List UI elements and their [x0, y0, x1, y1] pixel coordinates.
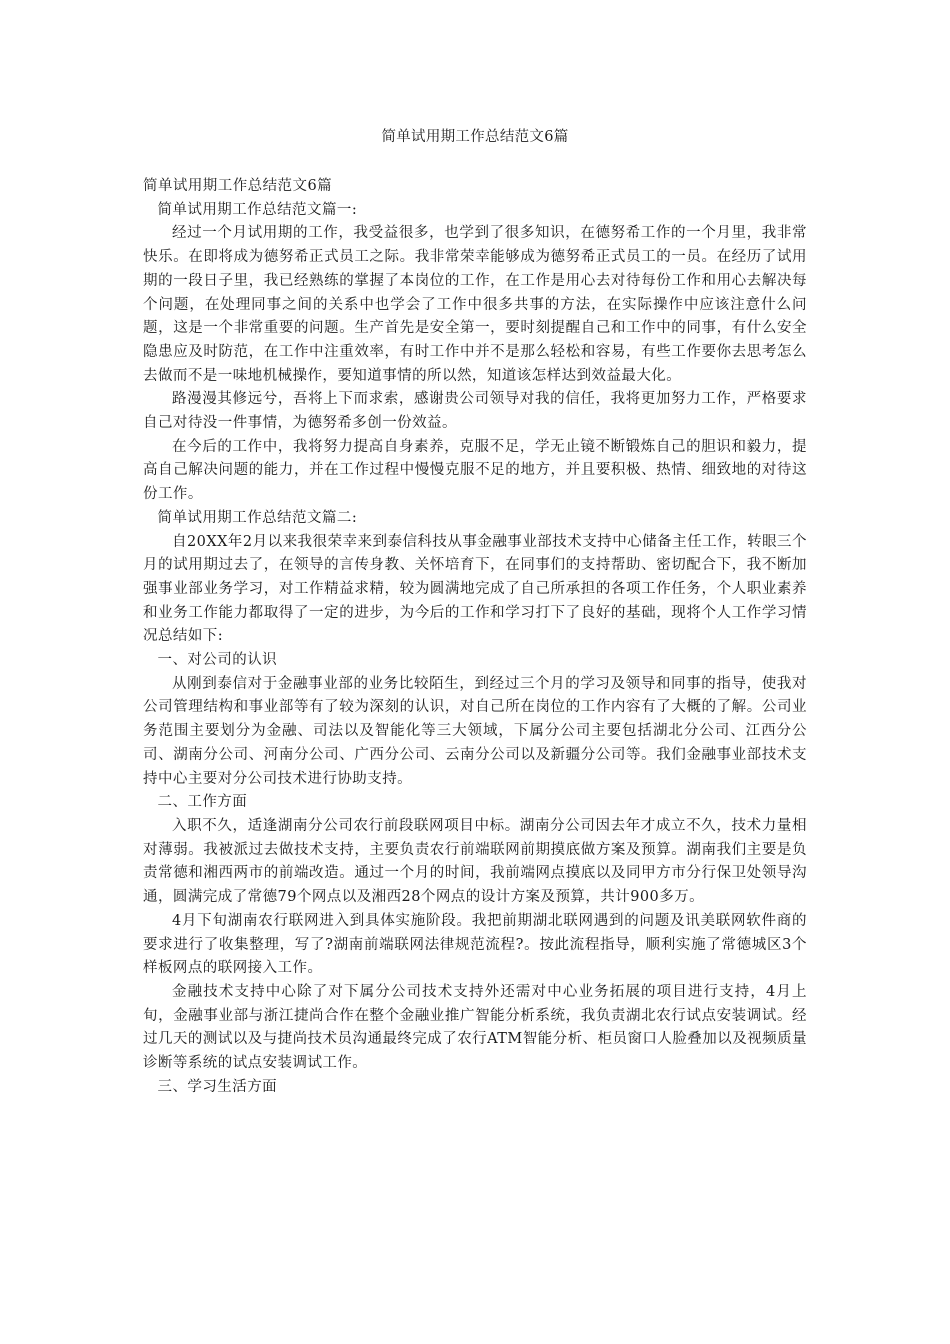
paragraph: 4月下旬湖南农行联网进入到具体实施阶段。我把前期湖北联网遇到的问题及讯美联网软件商的要求进行了收集整理，写了?湖南前端联网法律规范流程?。按此流程指导，顺利实施了常德城区3个样板网点的联网接入工作。: [143, 912, 807, 977]
paragraph: 自20XX年2月以来我很荣幸来到泰信科技从事金融事业部技术支持中心储备主任工作，转眼三个月的试用期过去了，在领导的言传身教、关怀培育下，在同事们的支持帮助、密切配合下，我不断加强事业部业务学习，对工作精益求精，较为圆满地完成了自己所承担的各项工作任务，个人职业素养和业务工作能力都取得了一定的进步，为今后的工作和学习打下了良好的基础，现将个人工作学习情况总结如下:: [143, 533, 807, 645]
paragraph: 入职不久，适逢湖南分公司农行前段联网项目中标。湖南分公司因去年才成立不久，技术力量相对薄弱。我被派过去做技术支持，主要负责农行前端联网前期摸底做方案及预算。湖南我们主要是负责常德和湘西两市的前端改造。通过一个月的时间，我前端网点摸底以及同甲方市分行保卫处领导沟通，圆满完成了常德79个网点以及湘西28个网点的设计方案及预算，共计900多万。: [143, 817, 807, 906]
paragraph: 路漫漫其修远兮，吾将上下而求索，感谢贵公司领导对我的信任，我将更加努力工作，严格要求自己对待没一件事情，为德努希多创一份效益。: [143, 391, 807, 432]
subsection-heading: 二、工作方面: [157, 794, 248, 811]
paragraph: 在今后的工作中，我将努力提高自身素养，克服不足，学无止镜不断锻炼自己的胆识和毅力，提高自己解决问题的能力，并在工作过程中慢慢克服不足的地方，并且要积极、热情、细致地的对待这份工作。: [143, 438, 807, 503]
document-title: 简单试用期工作总结范文6篇: [381, 129, 569, 145]
paragraph: 经过一个月试用期的工作，我受益很多，也学到了很多知识，在德努希工作的一个月里，我非常快乐。在即将成为德努希正式员工之际。我非常荣幸能够成为德努希正式员工的一员。在经历了试用期的一段日子里，我已经熟练的掌握了本岗位的工作，在工作是用心去对待每份工作和用心去解决每个问题，在处理同事之间的关系中也学会了工作中很多共事的方法，在实际操作中应该注意什么问题，这是一个非常重要的问题。生产首先是安全第一，要时刻提醒自己和工作中的同事，有什么安全隐患应及时防范，在工作中注重效率，有时工作中并不是那么轻松和容易，有些工作要你去思考怎么去做而不是一味地机械操作，要知道事情的所以然，知道该怎样达到效益最大化。: [143, 225, 807, 384]
document-subtitle: 简单试用期工作总结范文6篇: [143, 178, 333, 194]
subsection-heading: 一、对公司的认识: [157, 652, 278, 669]
paragraph: 从刚到泰信对于金融事业部的业务比较陌生，到经过三个月的学习及领导和同事的指导，使我对公司管理结构和事业部等有了较为深刻的认识，对自己所在岗位的工作内容有了大概的了解。公司业务范围主要划分为金融、司法以及智能化等三大领域，下属分公司主要包括湖北分公司、江西分公司、湖南分公司、河南分公司、广西分公司、云南分公司以及新疆分公司等。我们金融事业部技术支持中心主要对分公司技术进行协助支持。: [143, 675, 807, 787]
subsection-heading: 三、学习生活方面: [157, 1078, 278, 1095]
paragraph: 金融技术支持中心除了对下属分公司技术支持外还需对中心业务拓展的项目进行支持，4月上旬，金融事业部与浙江捷尚合作在整个金融业推广智能分析系统，我负责湖北农行试点安装调试。经过几天的测试以及与捷尚技术员沟通最终完成了农行ATM智能分析、柜员窗口人脸叠加以及视频质量诊断等系统的试点安装调试工作。: [143, 983, 807, 1072]
document-body: [143, 175, 807, 1099]
section-heading: 简单试用期工作总结范文篇二:: [157, 509, 358, 526]
section-heading: 简单试用期工作总结范文篇一:: [157, 201, 358, 218]
